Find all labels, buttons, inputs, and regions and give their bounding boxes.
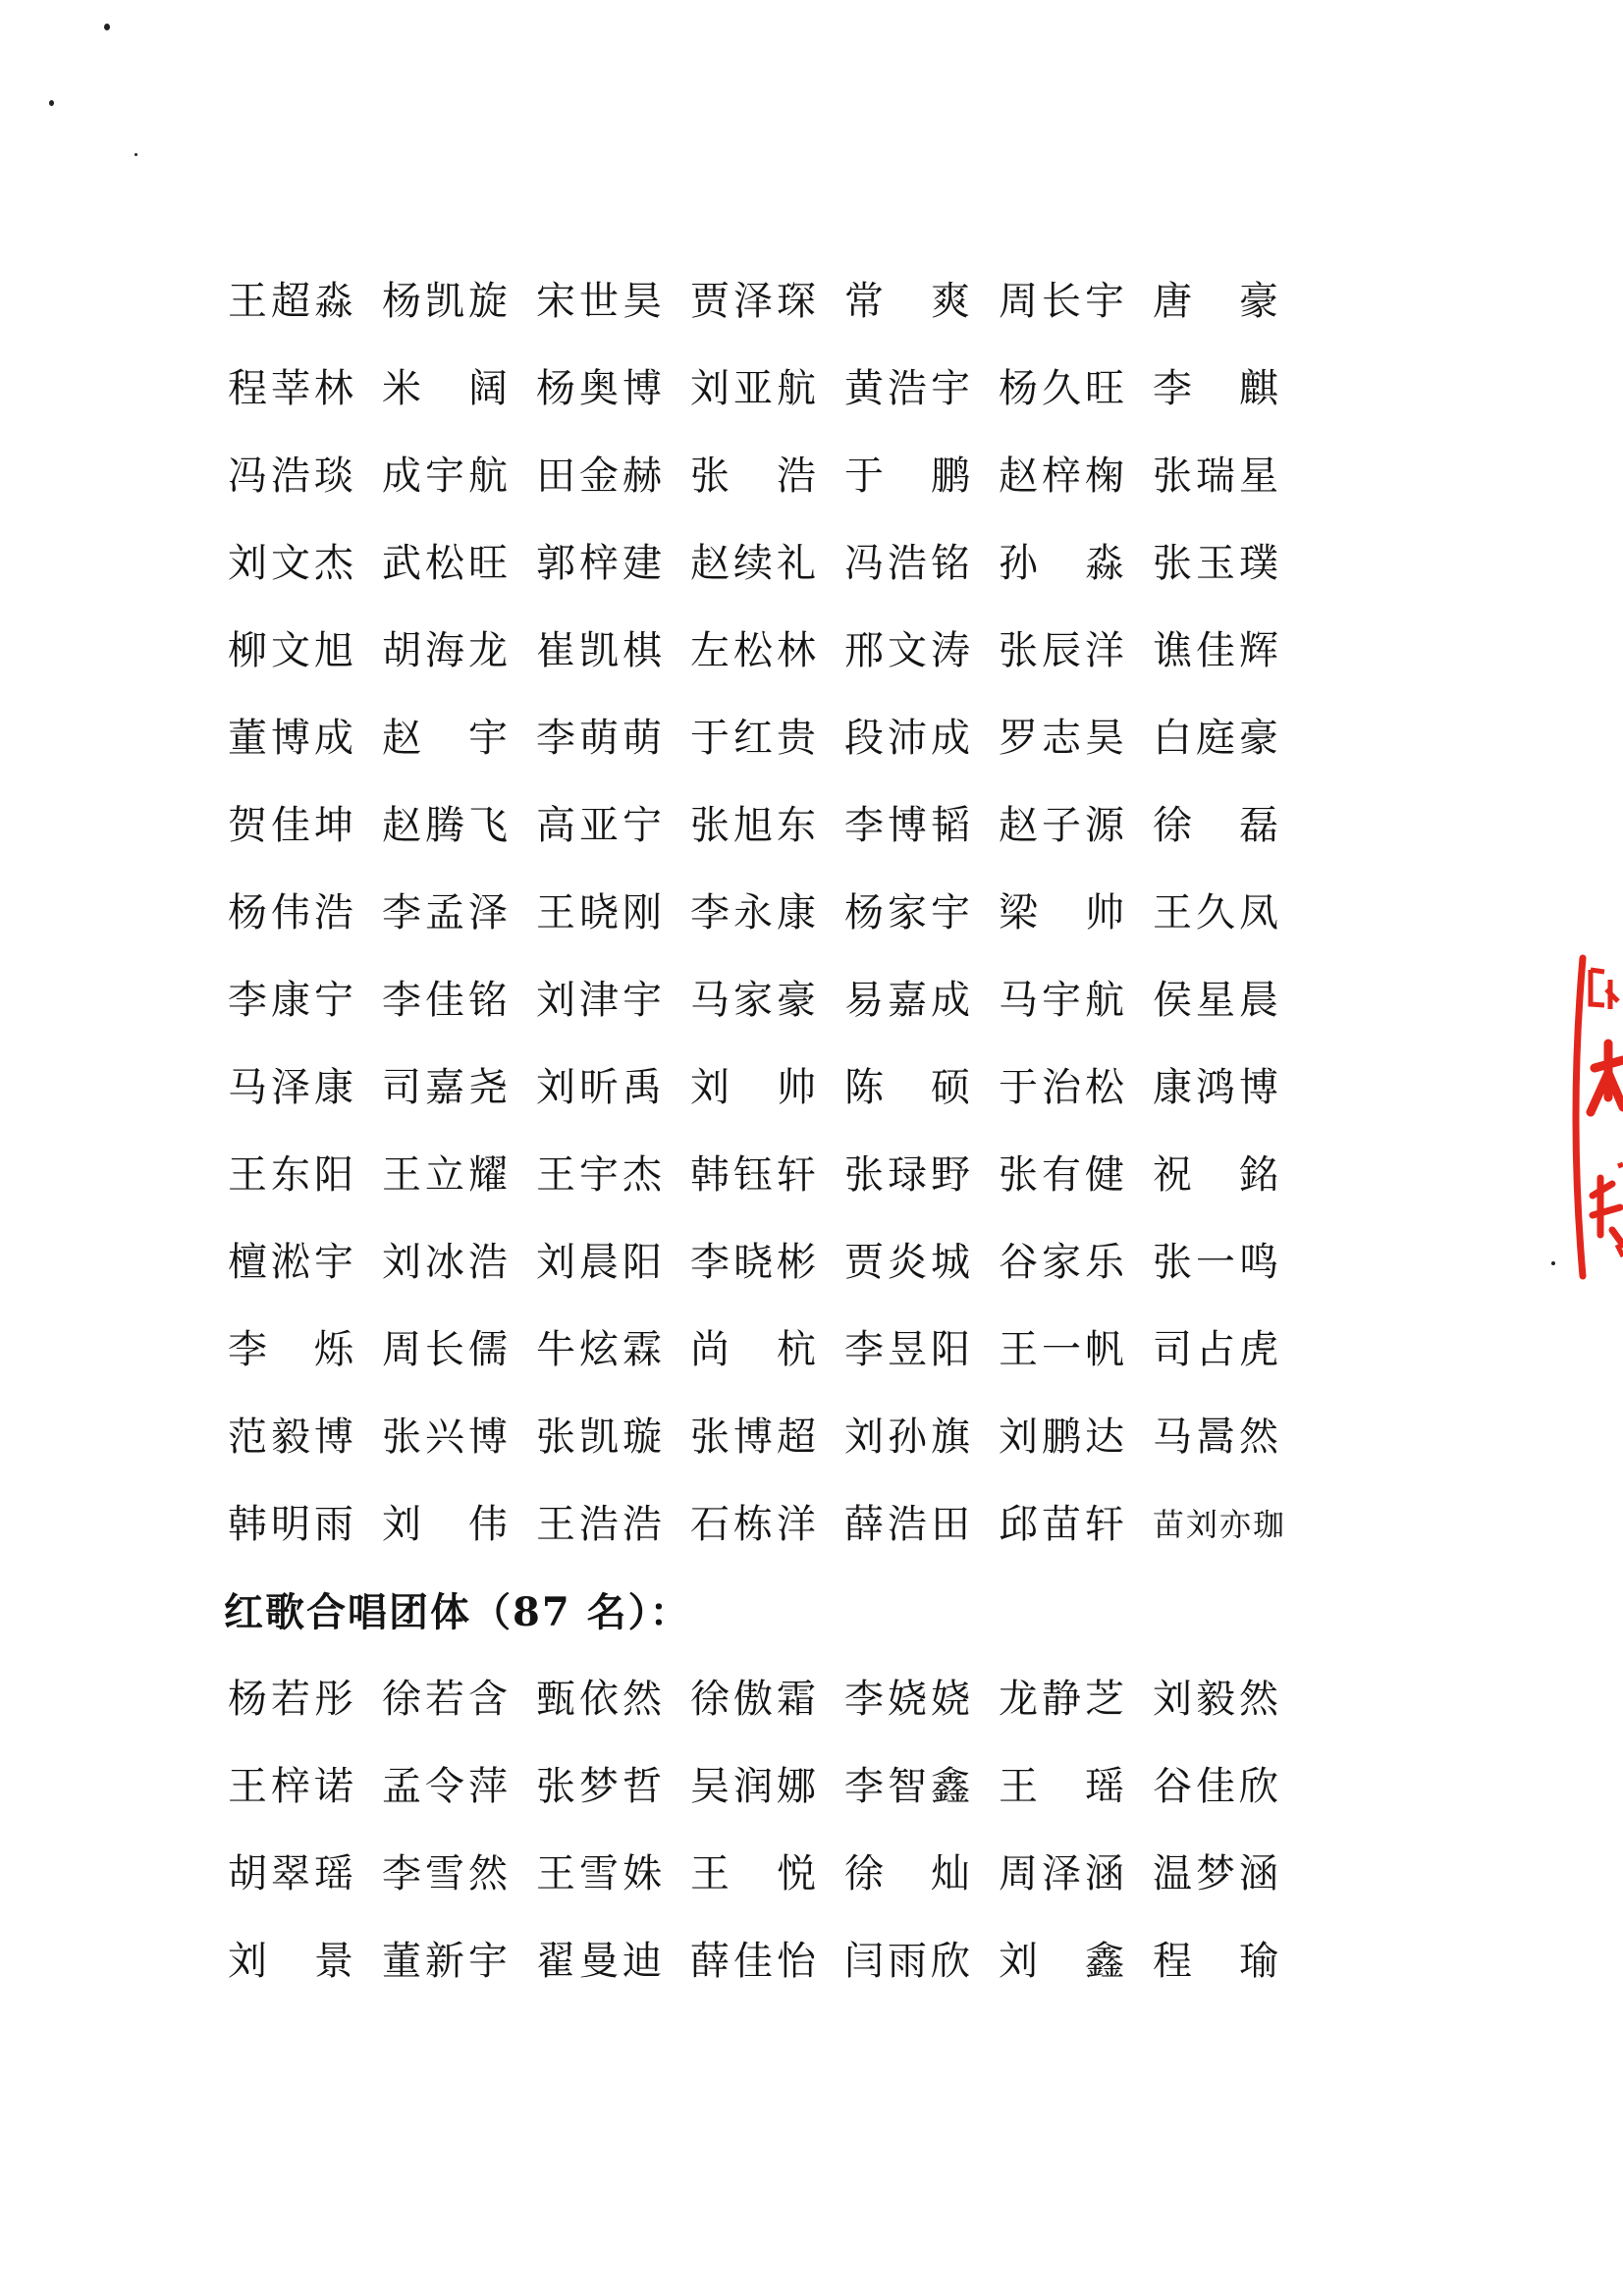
- scan-speck: [49, 100, 54, 106]
- name-cell: 王立耀: [382, 1152, 512, 1198]
- name-cell: 檀淞宇: [228, 1240, 357, 1285]
- name-cell: 王久凤: [1153, 890, 1282, 935]
- name-cell: 张有健: [999, 1152, 1128, 1198]
- name-cell: 郭梓建: [536, 541, 666, 586]
- name-cell: 田金赫: [536, 454, 666, 499]
- name-cell: 左松林: [690, 628, 820, 673]
- name-cell: 柳文旭: [228, 628, 357, 673]
- name-cell: 杨奥博: [536, 366, 666, 411]
- name-cell: 康鸿博: [1153, 1065, 1282, 1110]
- name-cell: 董新宇: [382, 1939, 512, 1984]
- name-cell: 刘 帅: [690, 1065, 820, 1110]
- name-cell: 韩钰轩: [690, 1152, 820, 1198]
- name-cell: 成宇航: [382, 454, 512, 499]
- name-cell: 王东阳: [228, 1152, 357, 1198]
- name-cell: 白庭豪: [1153, 716, 1282, 761]
- participant-list-section-2: [228, 1656, 1308, 2005]
- name-cell: 张兴博: [382, 1415, 512, 1460]
- name-cell: 张梦哲: [536, 1764, 666, 1809]
- name-cell: 刘孙旗: [844, 1415, 974, 1460]
- section-heading-red-song-choir: 红歌合唱团体（87 名）：: [224, 1589, 691, 1635]
- name-cell: 胡翠瑶: [228, 1851, 357, 1896]
- name-cell: 李博韬: [844, 803, 974, 848]
- name-row: [228, 1656, 1308, 1743]
- name-cell: 刘津宇: [536, 978, 666, 1023]
- name-cell: 徐若含: [382, 1677, 512, 1722]
- name-cell: 周长儒: [382, 1327, 512, 1372]
- name-cell: 苗刘亦珈: [1153, 1506, 1287, 1543]
- name-cell: 杨久旺: [999, 366, 1128, 411]
- name-cell: 李智鑫: [844, 1764, 974, 1809]
- name-row: [228, 1307, 1308, 1394]
- name-cell: 段沛成: [844, 716, 974, 761]
- name-row: [228, 1394, 1308, 1481]
- name-cell: 王宇杰: [536, 1152, 666, 1198]
- name-cell: 米 阔: [382, 366, 512, 411]
- name-cell: 韩明雨: [228, 1502, 357, 1547]
- name-cell: 李晓彬: [690, 1240, 820, 1285]
- name-row: [228, 1132, 1308, 1219]
- name-cell: 于 鹏: [844, 454, 974, 499]
- name-cell: 邱苗轩: [999, 1502, 1128, 1547]
- scan-speck: [135, 153, 137, 156]
- name-cell: 刘文杰: [228, 541, 357, 586]
- name-cell: 王 悦: [690, 1851, 820, 1896]
- name-cell: 谷家乐: [999, 1240, 1128, 1285]
- name-cell: 易嘉成: [844, 978, 974, 1023]
- name-cell: 刘晨阳: [536, 1240, 666, 1285]
- name-cell: 马泽康: [228, 1065, 357, 1110]
- name-cell: 周泽涵: [999, 1851, 1128, 1896]
- name-cell: 谷佳欣: [1153, 1764, 1282, 1809]
- name-cell: 刘毅然: [1153, 1677, 1282, 1722]
- name-cell: 杨凯旋: [382, 279, 512, 324]
- name-cell: 温梦涵: [1153, 1851, 1282, 1896]
- name-cell: 杨家宇: [844, 890, 974, 935]
- name-cell: 冯浩琰: [228, 454, 357, 499]
- name-cell: 王浩浩: [536, 1502, 666, 1547]
- name-cell: 李康宁: [228, 978, 357, 1023]
- name-cell: 薛佳怡: [690, 1939, 820, 1984]
- name-cell: 王雪姝: [536, 1851, 666, 1896]
- name-cell: 周长宇: [999, 279, 1128, 324]
- name-cell: 牛炫霖: [536, 1327, 666, 1372]
- name-cell: 贾泽琛: [690, 279, 820, 324]
- red-seal-fragment: [1561, 950, 1623, 1284]
- name-row: [228, 1219, 1308, 1307]
- name-cell: 李昱阳: [844, 1327, 974, 1372]
- name-cell: 冯浩铭: [844, 541, 974, 586]
- name-cell: 甄依然: [536, 1677, 666, 1722]
- name-cell: 贺佳坤: [228, 803, 357, 848]
- name-cell: 宋世昊: [536, 279, 666, 324]
- name-cell: 范毅博: [228, 1415, 357, 1460]
- name-cell: 尚 杭: [690, 1327, 820, 1372]
- name-cell: 徐 灿: [844, 1851, 974, 1896]
- name-cell: 赵 宇: [382, 716, 512, 761]
- name-cell: 张琭野: [844, 1152, 974, 1198]
- name-row: [228, 1918, 1308, 2005]
- name-cell: 翟曼迪: [536, 1939, 666, 1984]
- name-row: [228, 520, 1308, 608]
- name-cell: 张瑞星: [1153, 454, 1282, 499]
- name-cell: 王梓诺: [228, 1764, 357, 1809]
- name-row: [228, 258, 1308, 346]
- name-cell: 常 爽: [844, 279, 974, 324]
- name-cell: 徐傲霜: [690, 1677, 820, 1722]
- name-row: [228, 1044, 1308, 1132]
- name-cell: 刘 景: [228, 1939, 357, 1984]
- name-cell: 马暠然: [1153, 1415, 1282, 1460]
- name-cell: 刘冰浩: [382, 1240, 512, 1285]
- name-cell: 李萌萌: [536, 716, 666, 761]
- name-row: [228, 346, 1308, 433]
- name-cell: 程莘林: [228, 366, 357, 411]
- name-row: [228, 1743, 1308, 1831]
- name-row: [228, 782, 1308, 870]
- name-cell: 马宇航: [999, 978, 1128, 1023]
- name-cell: 徐 磊: [1153, 803, 1282, 848]
- name-cell: 马家豪: [690, 978, 820, 1023]
- name-cell: 董博成: [228, 716, 357, 761]
- scan-speck: [104, 24, 110, 30]
- name-row: [228, 870, 1308, 957]
- name-cell: 张 浩: [690, 454, 820, 499]
- name-cell: 孙 淼: [999, 541, 1128, 586]
- name-cell: 石栋洋: [690, 1502, 820, 1547]
- name-cell: 罗志昊: [999, 716, 1128, 761]
- name-cell: 刘 鑫: [999, 1939, 1128, 1984]
- name-cell: 邢文涛: [844, 628, 974, 673]
- name-row: [228, 1831, 1308, 1918]
- name-cell: 薛浩田: [844, 1502, 974, 1547]
- name-cell: 王 瑶: [999, 1764, 1128, 1809]
- name-cell: 武松旺: [382, 541, 512, 586]
- name-row: [228, 957, 1308, 1044]
- name-cell: 刘昕禹: [536, 1065, 666, 1110]
- name-cell: 梁 帅: [999, 890, 1128, 935]
- name-cell: 李 烁: [228, 1327, 357, 1372]
- name-cell: 杨若彤: [228, 1677, 357, 1722]
- name-list: [224, 258, 1308, 2005]
- name-cell: 程 瑜: [1153, 1939, 1282, 1984]
- name-cell: 黄浩宇: [844, 366, 974, 411]
- name-cell: 赵子源: [999, 803, 1128, 848]
- name-row: [228, 433, 1308, 520]
- name-cell: 赵梓椈: [999, 454, 1128, 499]
- name-cell: 司嘉尧: [382, 1065, 512, 1110]
- name-cell: 王晓刚: [536, 890, 666, 935]
- name-cell: 李 麒: [1153, 366, 1282, 411]
- name-cell: 赵续礼: [690, 541, 820, 586]
- name-cell: 崔凯棋: [536, 628, 666, 673]
- name-cell: 陈 硕: [844, 1065, 974, 1110]
- name-cell: 贾炎城: [844, 1240, 974, 1285]
- name-row: [228, 608, 1308, 695]
- name-cell: 于治松: [999, 1065, 1128, 1110]
- name-cell: 龙静芝: [999, 1677, 1128, 1722]
- name-cell: 司占虎: [1153, 1327, 1282, 1372]
- name-cell: 刘 伟: [382, 1502, 512, 1547]
- name-cell: 闫雨欣: [844, 1939, 974, 1984]
- name-cell: 李佳铭: [382, 978, 512, 1023]
- name-cell: 张辰洋: [999, 628, 1128, 673]
- name-cell: 赵腾飞: [382, 803, 512, 848]
- name-cell: 张旭东: [690, 803, 820, 848]
- name-cell: 吴润娜: [690, 1764, 820, 1809]
- name-row: [228, 1481, 1308, 1569]
- name-cell: 张博超: [690, 1415, 820, 1460]
- participant-list-section-1: [228, 258, 1308, 1569]
- name-cell: 唐 豪: [1153, 279, 1282, 324]
- name-cell: 李娆娆: [844, 1677, 974, 1722]
- name-cell: 高亚宁: [536, 803, 666, 848]
- name-cell: 杨伟浩: [228, 890, 357, 935]
- name-cell: 张凯璇: [536, 1415, 666, 1460]
- name-cell: 侯星晨: [1153, 978, 1282, 1023]
- name-cell: 孟令萍: [382, 1764, 512, 1809]
- name-cell: 李孟泽: [382, 890, 512, 935]
- name-cell: 刘亚航: [690, 366, 820, 411]
- name-cell: 王一帆: [999, 1327, 1128, 1372]
- name-cell: 李永康: [690, 890, 820, 935]
- name-cell: 王超淼: [228, 279, 357, 324]
- name-cell: 李雪然: [382, 1851, 512, 1896]
- name-cell: 于红贵: [690, 716, 820, 761]
- name-cell: 谯佳辉: [1153, 628, 1282, 673]
- name-cell: 祝 銘: [1153, 1152, 1282, 1198]
- name-cell: 刘鹏达: [999, 1415, 1128, 1460]
- scan-speck: [1551, 1261, 1555, 1265]
- name-cell: 张玉璞: [1153, 541, 1282, 586]
- name-cell: 胡海龙: [382, 628, 512, 673]
- name-row: [228, 695, 1308, 782]
- name-cell: 张一鸣: [1153, 1240, 1282, 1285]
